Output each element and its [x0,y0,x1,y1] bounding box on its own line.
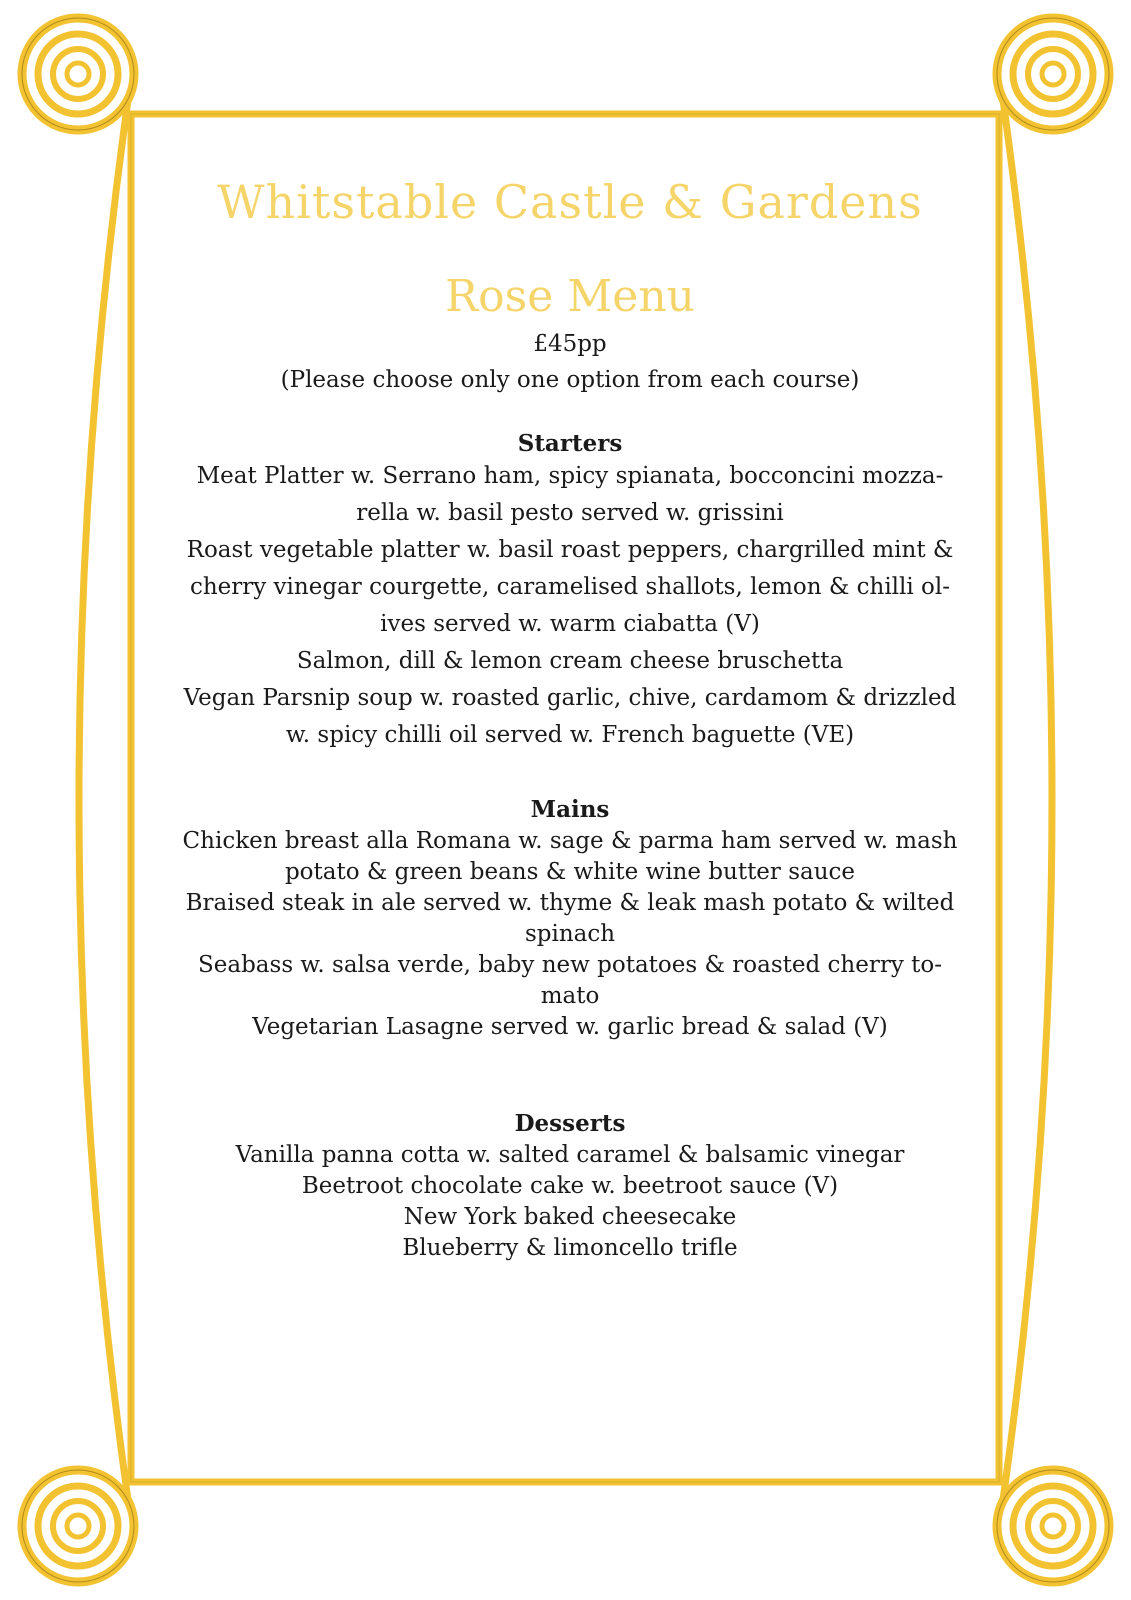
mains-list [170,826,970,1043]
starter-item: Roast vegetable platter w. basil roast peppers, chargrilled mint & cherry vinegar courgette, caramelised shallots, lemon & chilli ol- ives served w. warm ciabatta (V) [186,537,954,637]
menu-instruction: (Please choose only one option from each course) [280,367,860,393]
starter-item: Vegan Parsnip soup w. roasted garlic, chive, cardamom & drizzled w. spicy chilli oil served w. French baguette (VE) [183,685,957,748]
starter-item: Salmon, dill & lemon cream cheese bruschetta [296,648,844,674]
desserts-heading: Desserts [514,1110,626,1137]
dessert-item: New York baked cheesecake [403,1204,737,1230]
venue-title: Whitstable Castle & Gardens [217,175,923,229]
dessert-item: Vanilla panna cotta w. salted caramel & balsamic vinegar [235,1142,905,1168]
spiral-top-left-icon [22,18,134,130]
mains-heading: Mains [530,796,610,823]
main-item: Seabass w. salsa verde, baby new potatoes & roasted cherry to- mato [198,952,942,1009]
spiral-bottom-right-icon [997,1470,1109,1582]
dessert-item: Blueberry & limoncello trifle [402,1235,738,1261]
right-curved-rail [1003,100,1052,1500]
starters-list [170,458,970,754]
starter-item: Meat Platter w. Serrano ham, spicy spianata, bocconcini mozza- rella w. basil pesto served w. grissini [196,463,944,526]
left-curved-rail [79,100,128,1500]
starters-heading: Starters [517,430,623,457]
dessert-item: Beetroot chocolate cake w. beetroot sauce (V) [301,1173,839,1199]
spiral-bottom-left-icon [22,1470,134,1582]
spiral-top-right-icon [997,18,1109,130]
menu-name: Rose Menu [445,271,695,322]
main-item: Braised steak in ale served w. thyme & leak mash potato & wilted spinach [185,890,955,947]
desserts-list [170,1140,970,1264]
main-item: Vegetarian Lasagne served w. garlic bread & salad (V) [252,1014,888,1040]
main-item: Chicken breast alla Romana w. sage & parma ham served w. mash potato & green beans & white wine butter sauce [182,828,958,885]
menu-price: £45pp [533,331,607,357]
